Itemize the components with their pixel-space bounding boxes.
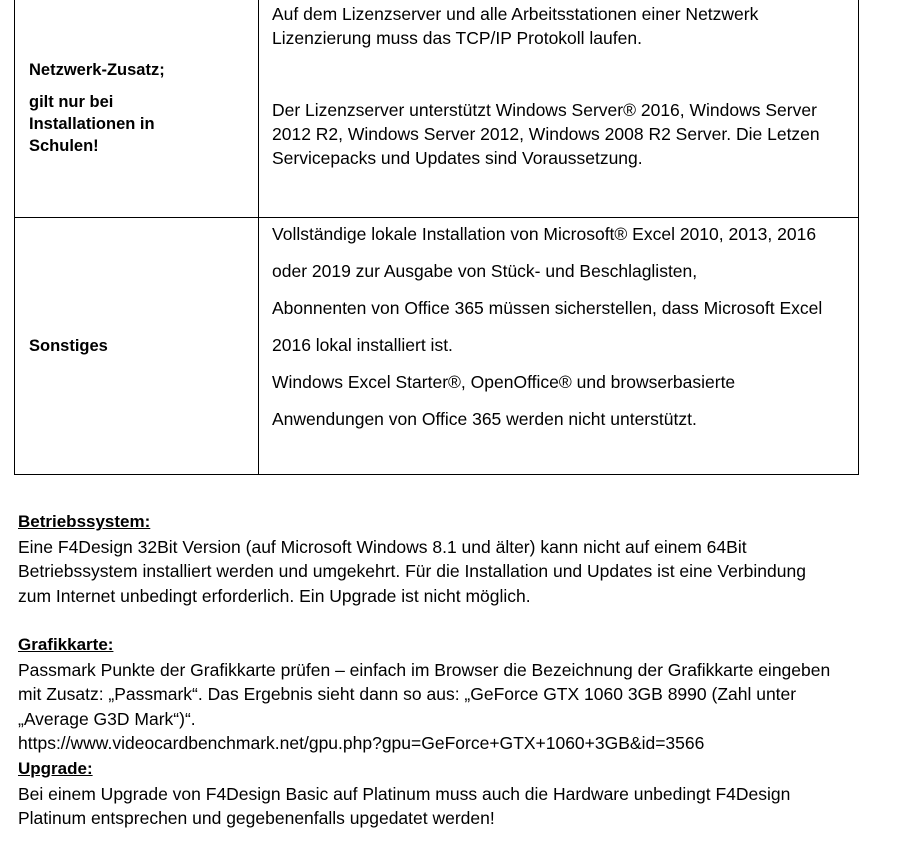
table-row-network bbox=[15, 0, 859, 218]
section-heading: Upgrade: bbox=[18, 759, 93, 778]
row-label-misc bbox=[15, 218, 259, 475]
value-line: 2012 R2, Windows Server 2012, Windows 2008 R2 Server. Die Letzen bbox=[272, 124, 820, 144]
label-line: Sonstiges bbox=[29, 337, 108, 355]
paragraph-line: „Average G3D Mark“)“. bbox=[18, 708, 196, 729]
section-upgrade bbox=[18, 757, 898, 831]
row-label-network bbox=[15, 0, 259, 218]
gpu-benchmark-url: https://www.videocardbenchmark.net/gpu.php?gpu=GeForce+GTX+1060+3GB&id=3566 bbox=[18, 733, 705, 753]
value-line: Windows Excel Starter®, OpenOffice® und browserbasierte bbox=[272, 372, 736, 392]
table-row-misc bbox=[15, 218, 859, 475]
section-os bbox=[18, 510, 898, 608]
paragraph-line: Bei einem Upgrade von F4Design Basic auf Platinum muss auch die Hardware unbedingt F4Design bbox=[18, 783, 791, 804]
label-line: gilt nur bei bbox=[29, 93, 114, 111]
value-line: Lizenzierung muss das TCP/IP Protokoll laufen. bbox=[272, 28, 642, 48]
row-value-network bbox=[259, 0, 859, 218]
value-line: Anwendungen von Office 365 werden nicht unterstützt. bbox=[272, 409, 697, 429]
paragraph-line: Betriebssystem installiert werden und umgekehrt. Für die Installation und Updates ist eine Verbindung bbox=[18, 561, 806, 581]
section-heading: Grafikkarte: bbox=[18, 635, 114, 654]
label-line: Schulen! bbox=[29, 137, 99, 155]
value-line: 2016 lokal installiert ist. bbox=[272, 335, 453, 355]
value-line: Auf dem Lizenzserver und alle Arbeitsstationen einer Netzwerk bbox=[272, 4, 759, 24]
value-line: Vollständige lokale Installation von Microsoft® Excel 2010, 2013, 2016 bbox=[272, 224, 817, 244]
value-line: Servicepacks und Updates sind Voraussetzung. bbox=[272, 148, 643, 168]
row-value-misc bbox=[259, 218, 859, 475]
section-gpu bbox=[18, 633, 898, 756]
paragraph-line: zum Internet unbedingt erforderlich. Ein Upgrade ist nicht möglich. bbox=[18, 585, 531, 606]
label-line: Netzwerk-Zusatz; bbox=[29, 61, 165, 79]
paragraph-line: Eine F4Design 32Bit Version (auf Microsoft Windows 8.1 und älter) kann nicht auf einem 64Bit bbox=[18, 536, 747, 557]
paragraph-line: Passmark Punkte der Grafikkarte prüfen – einfach im Browser die Bezeichnung der Grafikkarte eingeben bbox=[18, 659, 831, 680]
paragraph-line: mit Zusatz: „Passmark“. Das Ergebnis sieht dann so aus: „GeForce GTX 1060 3GB 8990 (Zahl unter bbox=[18, 684, 797, 704]
paragraph-line: Platinum entsprechen und gegebenenfalls upgedatet werden! bbox=[18, 808, 495, 828]
section-heading: Betriebssystem: bbox=[18, 512, 151, 531]
label-line: Installationen in bbox=[29, 115, 155, 133]
requirements-table bbox=[14, 0, 859, 475]
value-line: Abonnenten von Office 365 müssen sicherstellen, dass Microsoft Excel bbox=[272, 298, 823, 318]
value-line: Der Lizenzserver unterstützt Windows Server® 2016, Windows Server bbox=[272, 100, 817, 120]
value-line: oder 2019 zur Ausgabe von Stück- und Beschlaglisten, bbox=[272, 261, 698, 281]
